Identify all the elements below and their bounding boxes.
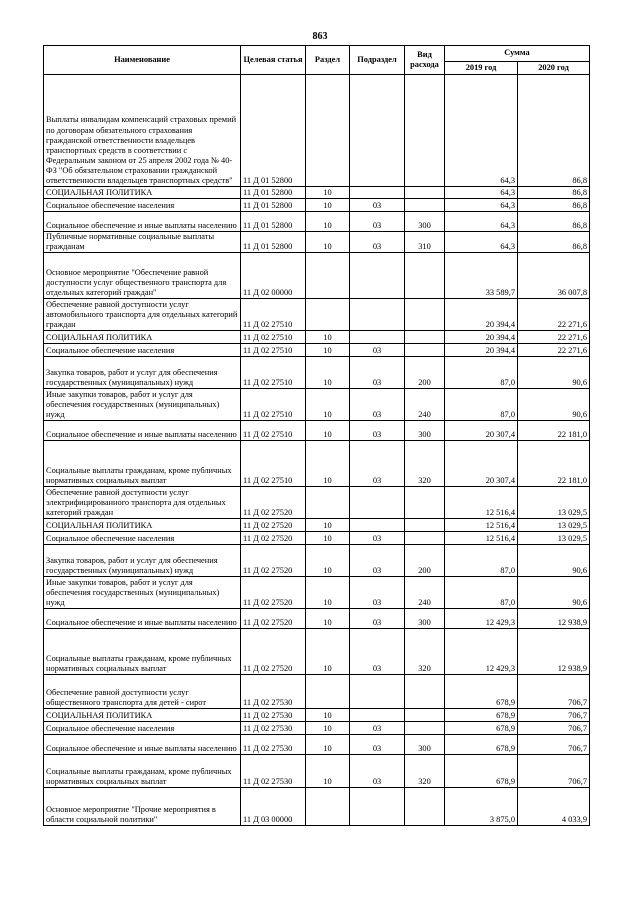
- row-name-cell: Основное мероприятие "Обеспечение равной доступности услуг общественного транспорта для отдельных категорий граждан": [44, 253, 241, 299]
- row-subsection-cell: 03: [350, 532, 405, 545]
- row-section-cell: 10: [306, 722, 350, 735]
- row-expense-type-cell: [405, 722, 445, 735]
- row-expense-type-cell: 200: [405, 357, 445, 389]
- row-section-cell: [306, 487, 350, 519]
- row-target-article-cell: 11 Д 02 27520: [241, 545, 306, 577]
- row-expense-type-cell: [405, 253, 445, 299]
- table-row: [44, 755, 590, 788]
- row-sum-2020-cell: 22 181,0: [518, 421, 590, 441]
- row-sum-2019-cell: 87,0: [445, 389, 518, 421]
- row-sum-2019-cell: 20 394,4: [445, 344, 518, 357]
- row-sum-2020-cell: 706,7: [518, 675, 590, 709]
- row-section-cell: 10: [306, 357, 350, 389]
- table-header: [44, 46, 590, 75]
- row-sum-2020-cell: 22 271,6: [518, 299, 590, 331]
- row-subsection-cell: [350, 519, 405, 532]
- row-name-cell: Социальное обеспечение и иные выплаты населению: [44, 421, 241, 441]
- row-target-article-cell: 11 Д 02 27510: [241, 389, 306, 421]
- row-expense-type-cell: [405, 532, 445, 545]
- row-name-cell: Обеспечение равной доступности услуг автомобильного транспорта для отдельных категорий граждан: [44, 299, 241, 331]
- row-sum-2020-cell: 90,6: [518, 389, 590, 421]
- header-name: Наименование: [44, 46, 241, 75]
- row-expense-type-cell: 320: [405, 629, 445, 675]
- row-name-cell: Социальное обеспечение и иные выплаты населению: [44, 212, 241, 232]
- row-target-article-cell: 11 Д 02 27520: [241, 532, 306, 545]
- row-section-cell: 10: [306, 199, 350, 212]
- row-target-article-cell: 11 Д 02 27520: [241, 487, 306, 519]
- header-target-article: Целевая статья: [241, 46, 306, 75]
- row-name-cell: Социальное обеспечение и иные выплаты населению: [44, 609, 241, 629]
- row-section-cell: 10: [306, 232, 350, 253]
- table-row: [44, 532, 590, 545]
- row-sum-2020-cell: 4 033,9: [518, 788, 590, 826]
- row-target-article-cell: 11 Д 02 27510: [241, 344, 306, 357]
- row-name-cell: Социальное обеспечение населения: [44, 722, 241, 735]
- row-name-cell: Социальное обеспечение населения: [44, 532, 241, 545]
- row-target-article-cell: 11 Д 02 27530: [241, 709, 306, 722]
- row-target-article-cell: 11 Д 02 27510: [241, 299, 306, 331]
- row-sum-2019-cell: 678,9: [445, 755, 518, 788]
- row-expense-type-cell: [405, 199, 445, 212]
- table-row: [44, 487, 590, 519]
- row-expense-type-cell: [405, 75, 445, 187]
- row-subsection-cell: 03: [350, 212, 405, 232]
- row-subsection-cell: 03: [350, 199, 405, 212]
- row-section-cell: [306, 299, 350, 331]
- row-section-cell: [306, 788, 350, 826]
- table-row: [44, 232, 590, 253]
- row-target-article-cell: 11 Д 02 27510: [241, 331, 306, 344]
- row-target-article-cell: 11 Д 02 27530: [241, 755, 306, 788]
- header-year-2019: 2019 год: [445, 62, 518, 75]
- table-row: [44, 421, 590, 441]
- table-row: [44, 577, 590, 609]
- row-name-cell: Закупка товаров, работ и услуг для обеспечения государственных (муниципальных) нужд: [44, 545, 241, 577]
- row-sum-2020-cell: 90,6: [518, 545, 590, 577]
- row-sum-2019-cell: 87,0: [445, 577, 518, 609]
- row-target-article-cell: 11 Д 01 52800: [241, 75, 306, 187]
- row-expense-type-cell: 300: [405, 735, 445, 755]
- row-section-cell: 10: [306, 331, 350, 344]
- header-expense-type: Вид расхода: [405, 46, 445, 75]
- row-sum-2019-cell: 87,0: [445, 545, 518, 577]
- row-sum-2019-cell: 20 307,4: [445, 421, 518, 441]
- row-sum-2019-cell: 64,3: [445, 199, 518, 212]
- row-name-cell: СОЦИАЛЬНАЯ ПОЛИТИКА: [44, 709, 241, 722]
- row-sum-2020-cell: 706,7: [518, 722, 590, 735]
- row-sum-2019-cell: 12 516,4: [445, 532, 518, 545]
- row-expense-type-cell: 320: [405, 755, 445, 788]
- row-target-article-cell: 11 Д 02 27530: [241, 735, 306, 755]
- row-target-article-cell: 11 Д 02 27530: [241, 675, 306, 709]
- row-expense-type-cell: [405, 709, 445, 722]
- row-section-cell: 10: [306, 519, 350, 532]
- table-row: [44, 187, 590, 199]
- row-expense-type-cell: [405, 487, 445, 519]
- row-sum-2019-cell: 87,0: [445, 357, 518, 389]
- row-subsection-cell: 03: [350, 755, 405, 788]
- row-sum-2020-cell: 12 938,9: [518, 609, 590, 629]
- row-sum-2019-cell: 678,9: [445, 675, 518, 709]
- row-sum-2020-cell: 13 029,5: [518, 487, 590, 519]
- row-name-cell: Иные закупки товаров, работ и услуг для обеспечения государственных (муниципальных) нужд: [44, 389, 241, 421]
- table-row: [44, 629, 590, 675]
- row-subsection-cell: [350, 709, 405, 722]
- row-name-cell: Выплаты инвалидам компенсаций страховых премий по договорам обязательного страхования гражданской ответственности владельцев транспортных средств в соответствии с Федеральным законом от 25 апреля 2002 года № 40-ФЗ "Об обязательном страховании гражданской ответственности владельцев транспортных средств": [44, 75, 241, 187]
- row-sum-2020-cell: 706,7: [518, 755, 590, 788]
- table-row: [44, 344, 590, 357]
- row-sum-2019-cell: 3 875,0: [445, 788, 518, 826]
- table-row: [44, 299, 590, 331]
- row-sum-2020-cell: 90,6: [518, 357, 590, 389]
- row-expense-type-cell: 240: [405, 577, 445, 609]
- table-row: [44, 788, 590, 826]
- row-subsection-cell: [350, 331, 405, 344]
- row-sum-2020-cell: 22 271,6: [518, 331, 590, 344]
- row-sum-2019-cell: 678,9: [445, 735, 518, 755]
- row-sum-2020-cell: 86,8: [518, 187, 590, 199]
- table-row: [44, 75, 590, 187]
- row-subsection-cell: 03: [350, 629, 405, 675]
- table-row: [44, 441, 590, 487]
- row-sum-2020-cell: 13 029,5: [518, 532, 590, 545]
- row-expense-type-cell: [405, 187, 445, 199]
- row-target-article-cell: 11 Д 01 52800: [241, 187, 306, 199]
- row-subsection-cell: [350, 675, 405, 709]
- row-name-cell: Социальные выплаты гражданам, кроме публичных нормативных социальных выплат: [44, 629, 241, 675]
- row-sum-2019-cell: 12 429,3: [445, 629, 518, 675]
- row-sum-2019-cell: 33 589,7: [445, 253, 518, 299]
- row-section-cell: [306, 253, 350, 299]
- row-subsection-cell: 03: [350, 609, 405, 629]
- row-expense-type-cell: [405, 331, 445, 344]
- row-sum-2020-cell: 706,7: [518, 709, 590, 722]
- row-section-cell: 10: [306, 609, 350, 629]
- row-name-cell: Обеспечение равной доступности услуг электрифицированного транспорта для отдельных категорий граждан: [44, 487, 241, 519]
- row-target-article-cell: 11 Д 02 27510: [241, 421, 306, 441]
- row-section-cell: [306, 675, 350, 709]
- row-sum-2019-cell: 64,3: [445, 75, 518, 187]
- table-row: [44, 722, 590, 735]
- row-section-cell: 10: [306, 421, 350, 441]
- header-year-2020: 2020 год: [518, 62, 590, 75]
- table-row: [44, 199, 590, 212]
- row-subsection-cell: 03: [350, 735, 405, 755]
- row-expense-type-cell: 300: [405, 609, 445, 629]
- row-name-cell: Иные закупки товаров, работ и услуг для обеспечения государственных (муниципальных) нужд: [44, 577, 241, 609]
- row-expense-type-cell: 310: [405, 232, 445, 253]
- row-section-cell: 10: [306, 389, 350, 421]
- row-expense-type-cell: [405, 519, 445, 532]
- row-subsection-cell: 03: [350, 232, 405, 253]
- row-section-cell: 10: [306, 629, 350, 675]
- row-sum-2019-cell: 12 516,4: [445, 487, 518, 519]
- row-expense-type-cell: 200: [405, 545, 445, 577]
- row-name-cell: Основное мероприятие "Прочие мероприятия в области социальной политики": [44, 788, 241, 826]
- row-sum-2020-cell: 86,8: [518, 199, 590, 212]
- table-row: [44, 253, 590, 299]
- row-sum-2019-cell: 678,9: [445, 709, 518, 722]
- row-target-article-cell: 11 Д 02 27510: [241, 441, 306, 487]
- row-sum-2020-cell: 86,8: [518, 232, 590, 253]
- row-sum-2020-cell: 86,8: [518, 75, 590, 187]
- row-target-article-cell: 11 Д 02 27530: [241, 722, 306, 735]
- row-subsection-cell: 03: [350, 421, 405, 441]
- row-sum-2020-cell: 22 271,6: [518, 344, 590, 357]
- row-name-cell: СОЦИАЛЬНАЯ ПОЛИТИКА: [44, 519, 241, 532]
- row-target-article-cell: 11 Д 02 27520: [241, 577, 306, 609]
- table-row: [44, 519, 590, 532]
- row-expense-type-cell: [405, 675, 445, 709]
- row-target-article-cell: 11 Д 02 00000: [241, 253, 306, 299]
- table-row: [44, 735, 590, 755]
- row-sum-2020-cell: 90,6: [518, 577, 590, 609]
- row-subsection-cell: [350, 253, 405, 299]
- row-section-cell: 10: [306, 212, 350, 232]
- table-body: [44, 75, 590, 826]
- row-target-article-cell: 11 Д 01 52800: [241, 232, 306, 253]
- row-sum-2020-cell: 86,8: [518, 212, 590, 232]
- row-section-cell: 10: [306, 187, 350, 199]
- table-row: [44, 357, 590, 389]
- row-section-cell: 10: [306, 441, 350, 487]
- row-expense-type-cell: 240: [405, 389, 445, 421]
- row-section-cell: 10: [306, 709, 350, 722]
- row-sum-2020-cell: 13 029,5: [518, 519, 590, 532]
- row-subsection-cell: [350, 299, 405, 331]
- table-row: [44, 709, 590, 722]
- table-row: [44, 212, 590, 232]
- row-subsection-cell: 03: [350, 357, 405, 389]
- row-subsection-cell: 03: [350, 577, 405, 609]
- row-sum-2019-cell: 64,3: [445, 212, 518, 232]
- row-sum-2019-cell: 64,3: [445, 232, 518, 253]
- row-subsection-cell: 03: [350, 441, 405, 487]
- row-target-article-cell: 11 Д 01 52800: [241, 212, 306, 232]
- row-section-cell: 10: [306, 344, 350, 357]
- row-subsection-cell: 03: [350, 389, 405, 421]
- row-sum-2020-cell: 12 938,9: [518, 629, 590, 675]
- row-subsection-cell: [350, 788, 405, 826]
- row-expense-type-cell: 300: [405, 421, 445, 441]
- row-expense-type-cell: [405, 344, 445, 357]
- table-row: [44, 545, 590, 577]
- row-sum-2019-cell: 20 307,4: [445, 441, 518, 487]
- row-subsection-cell: [350, 487, 405, 519]
- row-subsection-cell: 03: [350, 545, 405, 577]
- row-section-cell: 10: [306, 545, 350, 577]
- table-row: [44, 609, 590, 629]
- row-sum-2019-cell: 20 394,4: [445, 331, 518, 344]
- table-row: [44, 675, 590, 709]
- row-subsection-cell: 03: [350, 344, 405, 357]
- table-row: [44, 389, 590, 421]
- header-sum: Сумма: [445, 46, 590, 62]
- page-number: 863: [312, 31, 328, 42]
- row-target-article-cell: 11 Д 02 27520: [241, 519, 306, 532]
- row-subsection-cell: [350, 187, 405, 199]
- row-name-cell: Социальные выплаты гражданам, кроме публичных нормативных социальных выплат: [44, 755, 241, 788]
- row-sum-2020-cell: 22 181,0: [518, 441, 590, 487]
- row-name-cell: Социальные выплаты гражданам, кроме публичных нормативных социальных выплат: [44, 441, 241, 487]
- row-section-cell: 10: [306, 735, 350, 755]
- row-name-cell: СОЦИАЛЬНАЯ ПОЛИТИКА: [44, 331, 241, 344]
- row-target-article-cell: 11 Д 02 27520: [241, 629, 306, 675]
- row-expense-type-cell: 320: [405, 441, 445, 487]
- budget-table: [43, 45, 590, 826]
- row-name-cell: Обеспечение равной доступности услуг общественного транспорта для детей - сирот: [44, 675, 241, 709]
- row-name-cell: Социальное обеспечение и иные выплаты населению: [44, 735, 241, 755]
- row-target-article-cell: 11 Д 03 00000: [241, 788, 306, 826]
- row-sum-2019-cell: 678,9: [445, 722, 518, 735]
- row-sum-2019-cell: 12 429,3: [445, 609, 518, 629]
- row-section-cell: 10: [306, 755, 350, 788]
- row-sum-2019-cell: 20 394,4: [445, 299, 518, 331]
- row-name-cell: СОЦИАЛЬНАЯ ПОЛИТИКА: [44, 187, 241, 199]
- row-sum-2020-cell: 36 007,8: [518, 253, 590, 299]
- row-sum-2019-cell: 12 516,4: [445, 519, 518, 532]
- row-expense-type-cell: [405, 299, 445, 331]
- row-section-cell: 10: [306, 532, 350, 545]
- row-target-article-cell: 11 Д 02 27520: [241, 609, 306, 629]
- row-subsection-cell: 03: [350, 722, 405, 735]
- row-sum-2020-cell: 706,7: [518, 735, 590, 755]
- row-sum-2019-cell: 64,3: [445, 187, 518, 199]
- row-name-cell: Публичные нормативные социальные выплаты гражданам: [44, 232, 241, 253]
- table-row: [44, 331, 590, 344]
- header-section: Раздел: [306, 46, 350, 75]
- row-name-cell: Социальное обеспечение населения: [44, 344, 241, 357]
- row-expense-type-cell: [405, 788, 445, 826]
- row-target-article-cell: 11 Д 02 27510: [241, 357, 306, 389]
- header-subsection: Подраздел: [350, 46, 405, 75]
- row-expense-type-cell: 300: [405, 212, 445, 232]
- row-target-article-cell: 11 Д 01 52800: [241, 199, 306, 212]
- row-name-cell: Социальное обеспечение населения: [44, 199, 241, 212]
- row-section-cell: [306, 75, 350, 187]
- row-section-cell: 10: [306, 577, 350, 609]
- row-name-cell: Закупка товаров, работ и услуг для обеспечения государственных (муниципальных) нужд: [44, 357, 241, 389]
- row-subsection-cell: [350, 75, 405, 187]
